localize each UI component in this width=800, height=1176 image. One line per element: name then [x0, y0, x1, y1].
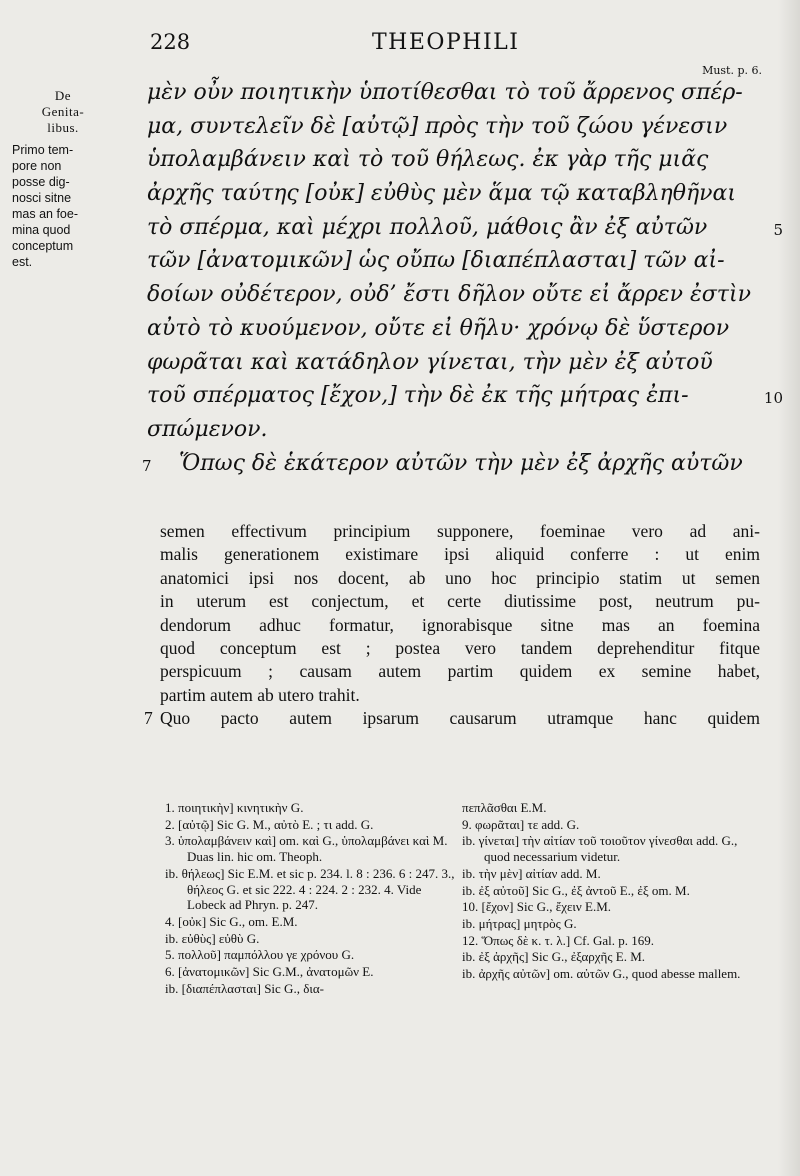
greek-line: μὲν οὖν ποιητικὴν ὑποτίθεσθαι τὸ τοῦ ἄρρενος σπέρ- — [147, 80, 743, 105]
greek-line: αὐτὸ τὸ κυούμενον, οὔτε εἰ θῆλυ· χρόνῳ δὲ ὕστερον — [147, 315, 730, 341]
latin-line: malis generationem existimare ipsi aliquid conferre : ut enim — [160, 544, 760, 565]
margin-note-title — [4, 88, 122, 136]
note: ib. γίνεται] τὴν αἰτίαν τοῦ τοιοῦτον γίνεσθαι add. G., quod necessarium videtur. — [462, 833, 738, 865]
latin-line: in uterum est conjectum, et certe diutissime post, neutrum pu- — [160, 591, 760, 612]
line-number: 10 — [763, 389, 783, 408]
note: 12. Ὅπως δὲ κ. τ. λ.] Cf. Gal. p. 169. — [462, 932, 654, 948]
note: 3. ὑπολαμβάνειν καὶ] om. καὶ G., ὑπολαμβάνει καὶ M. Duas lin. hic om. Theoph. — [165, 833, 448, 865]
note: 2. [αὐτῷ] Sic G. M., αὐτὸ E. ; τι add. G. — [165, 816, 374, 832]
note: ib. ἐξ αὐτοῦ] Sic G., ἐξ ἀντοῦ E., ἐξ om. M. — [462, 882, 690, 898]
greek-line: τοῦ σπέρματος [ἔχον,] τὴν δὲ ἐκ τῆς μήτρας ἐπι- 10 — [147, 379, 777, 413]
note: πεπλᾶσθαι E.M. — [462, 800, 547, 815]
note: ib. τὴν μὲν] αἰτίαν add. M. — [462, 865, 601, 881]
section-number: 7 — [144, 708, 153, 729]
margin-note-text: Primo tem- pore non posse dig- nosci sitne mas an foe- mina quod conceptum est. — [12, 143, 79, 269]
critical-notes-left — [165, 800, 460, 997]
greek-line: τὸ σπέρμα, καὶ μέχρι πολλοῦ, μάθοις ἂν ἐξ αὐτῶν 5 — [147, 211, 777, 245]
running-title: THEOPHILI — [372, 30, 520, 55]
musterion-reference: Must. p. 6. — [702, 64, 762, 77]
greek-section-line: 7 Ὅπως δὲ ἑκάτερον αὐτῶν τὴν μὲν ἐξ ἀρχῆς αὐτῶν — [147, 447, 777, 481]
latin-line: dendorum adhuc formatur, ignorabisque sitne mas an foemina — [160, 614, 760, 635]
margin-title-line: Genita- — [41, 104, 85, 119]
greek-line: σπώμενον. — [147, 416, 268, 442]
section-number: 7 — [142, 456, 152, 475]
note: ib. θήλεως] Sic E.M. et sic p. 234. l. 8 : 236. 6 : 247. 3., θήλεος G. et sic 222. 4 : 224. 2 : 232. 4. Vide Lobeck ad Phryn. p. 247. — [165, 865, 455, 913]
critical-notes-right — [462, 800, 762, 983]
greek-line: δοίων οὐδέτερον, οὐδ’ ἔστι δῆλον οὔτε εἰ ἄρρεν ἐστὶν — [147, 282, 751, 308]
note: 1. ποιητικὴν] κινητικὴν G. — [165, 800, 304, 815]
greek-line: ἀρχῆς ταύτης [οὐκ] εὐθὺς μὲν ἅμα τῷ καταβληθῆναι — [147, 181, 737, 207]
note: ib. μήτρας] μητρὸς G. — [462, 915, 577, 931]
greek-line: φωρᾶται καὶ κατάδηλον γίνεται, τὴν μὲν ἐξ αὐτοῦ — [147, 349, 713, 375]
note: 4. [οὐκ] Sic G., om. E.M. — [165, 913, 298, 929]
line-number: 5 — [773, 220, 783, 239]
note: 6. [ἀνατομικῶν] Sic G.M., ἀνατομῶν E. — [165, 964, 374, 980]
latin-line: quod conceptum est ; postea vero tandem deprehenditur fitque — [160, 637, 760, 658]
latin-translation — [144, 520, 760, 731]
note: 10. [ἔχον] Sic G., ἔχειν E.M. — [462, 899, 612, 915]
margin-title-line: libus. — [47, 120, 79, 135]
note: ib. ἀρχῆς αὐτῶν] om. αὐτῶν G., quod abesse mallem. — [462, 966, 741, 982]
latin-section-line: 7 Quo pacto autem ipsarum causarum utramque hanc quidem — [144, 708, 760, 729]
note: 9. φωρᾶται] τε add. G. — [462, 816, 580, 832]
greek-line: μα, συντελεῖν δὲ [αὐτῷ] πρὸς τὴν τοῦ ζώου γένεσιν — [147, 113, 728, 139]
greek-line: τῶν [ἀνατομικῶν] ὡς οὔπω [διαπέπλασται] τῶν αἰ- — [147, 248, 725, 274]
page-number: 228 — [150, 30, 191, 54]
latin-line: semen effectivum principium supponere, foeminae vero ad ani- — [160, 521, 760, 541]
margin-note — [4, 88, 122, 270]
margin-title-line: De — [54, 88, 72, 103]
running-header — [150, 30, 790, 77]
note: ib. [διαπέπλασται] Sic G., δια- — [165, 980, 324, 996]
latin-line: anatomici ipsi nos docent, ab uno hoc principio statim ut semen — [160, 567, 760, 588]
latin-line: perspicuum ; causam autem partim quidem ex semine habet, — [160, 661, 760, 682]
note: 5. πολλοῦ] παμπόλλου γε χρόνου G. — [165, 947, 355, 963]
page-edge-shadow — [778, 0, 800, 1176]
greek-line: ὑπολαμβάνειν καὶ τὸ τοῦ θήλεως. ἐκ γὰρ τῆς μιᾶς — [147, 147, 709, 173]
note: ib. εὐθὺς] εὐθὺ G. — [165, 930, 260, 946]
note: ib. ἐξ ἀρχῆς] Sic G., ἐξαρχῆς E. M. — [462, 949, 645, 965]
latin-line: partim autem ab utero trahit. — [160, 684, 360, 705]
greek-text — [142, 76, 783, 480]
